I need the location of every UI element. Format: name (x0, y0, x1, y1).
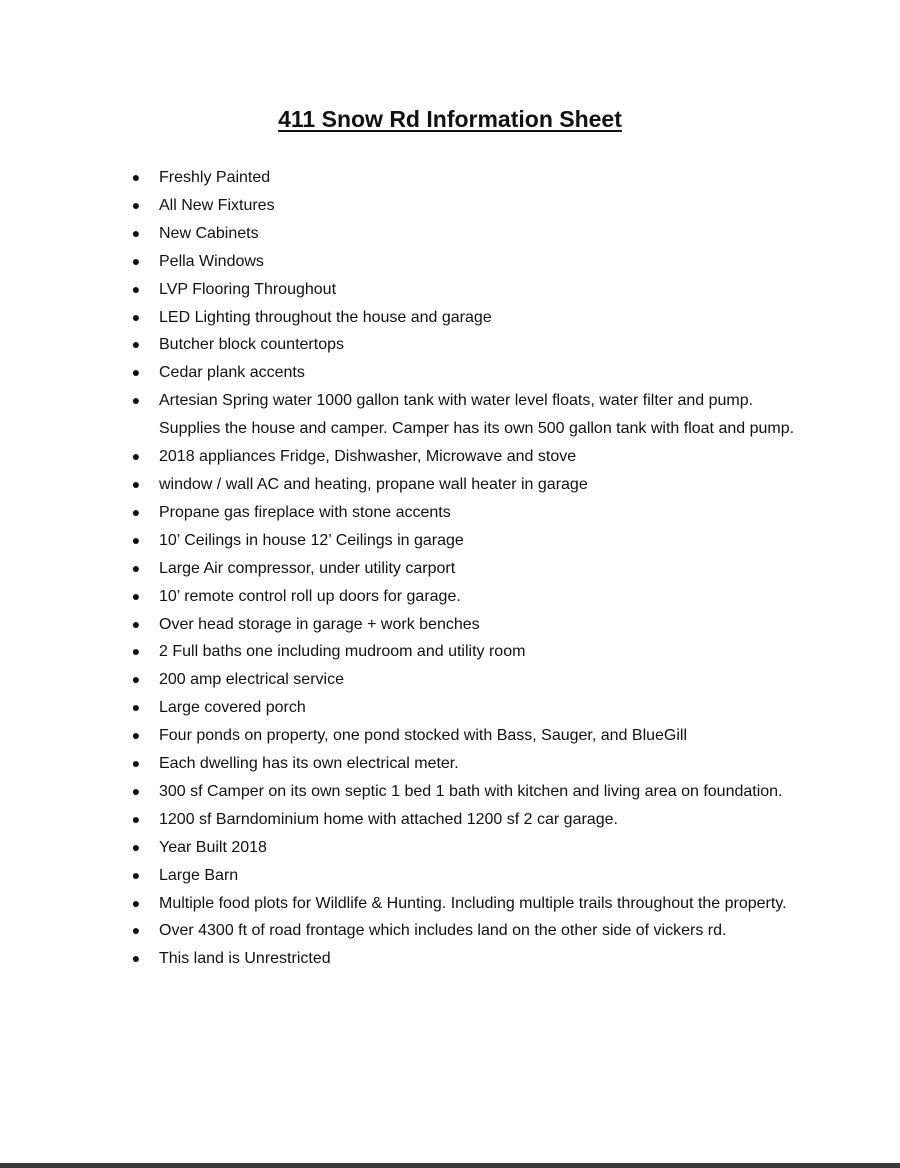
list-item (0, 164, 799, 192)
bullet-icon: ● (131, 894, 141, 911)
list-item (0, 611, 799, 639)
list-item (0, 750, 799, 778)
bullet-icon: ● (131, 699, 141, 716)
bullet-icon: ● (131, 922, 141, 939)
bullet-icon: ● (131, 531, 141, 548)
bullet-icon: ● (131, 196, 141, 213)
list-item-text: Over 4300 ft of road frontage which includes land on the other side of vickers rd. (159, 922, 727, 940)
list-item-text: Four ponds on property, one pond stocked with Bass, Sauger, and BlueGill (159, 727, 688, 745)
list-item-text: 2018 appliances Fridge, Dishwasher, Microwave and stove (159, 448, 577, 466)
bullet-icon: ● (131, 950, 141, 967)
list-item (0, 917, 799, 945)
list-item-text: Multiple food plots for Wildlife & Hunting. Including multiple trails throughout the property. (159, 894, 787, 912)
list-item (0, 862, 799, 890)
list-item-text: 10’ remote control roll up doors for garage. (159, 587, 461, 605)
list-item-text: Each dwelling has its own electrical meter. (159, 755, 459, 773)
list-item-text: 10’ Ceilings in house 12’ Ceilings in garage (159, 531, 464, 549)
bullet-icon: ● (131, 280, 141, 297)
bullet-icon: ● (131, 308, 141, 325)
list-item (0, 192, 799, 220)
bullet-icon: ● (131, 224, 141, 241)
bullet-icon: ● (131, 169, 141, 185)
bullet-icon: ● (131, 615, 141, 632)
list-item-text: 200 amp electrical service (159, 671, 344, 689)
bullet-icon: ● (131, 475, 141, 492)
list-item (0, 945, 799, 973)
list-item-text: Freshly Painted (159, 169, 271, 186)
list-item (0, 331, 799, 359)
list-item (0, 722, 799, 750)
list-item (0, 499, 799, 527)
bullet-icon: ● (131, 587, 141, 604)
list-item-text: Large Barn (159, 866, 239, 884)
bullet-icon: ● (131, 755, 141, 772)
list-item (0, 583, 799, 611)
list-item-text: Butcher block countertops (159, 336, 344, 354)
list-item (0, 471, 799, 499)
bullet-icon: ● (131, 336, 141, 353)
list-item-text: Year Built 2018 (159, 838, 267, 856)
list-item-text: window / wall AC and heating, propane wall heater in garage (159, 475, 588, 493)
bullet-icon: ● (131, 643, 141, 660)
list-item (0, 304, 799, 332)
list-item-text: All New Fixtures (159, 196, 275, 214)
list-item (0, 527, 799, 555)
list-item-text: Propane gas fireplace with stone accents (159, 503, 451, 521)
bullet-icon: ● (131, 503, 141, 520)
list-item (0, 359, 799, 387)
list-item (0, 248, 799, 276)
bullet-icon: ● (131, 392, 141, 409)
list-item-text: Over head storage in garage + work benches (159, 615, 480, 633)
list-item-text: LED Lighting throughout the house and garage (159, 308, 492, 326)
list-item (0, 638, 799, 666)
list-item-text: Large covered porch (159, 699, 306, 717)
list-item (0, 443, 799, 471)
list-item (0, 555, 799, 583)
bullet-icon: ● (131, 838, 141, 855)
list-item (0, 834, 799, 862)
bullet-icon: ● (131, 252, 141, 269)
feature-list (0, 164, 799, 973)
list-item (0, 806, 799, 834)
list-item-text: Large Air compressor, under utility carport (159, 559, 456, 577)
list-item (0, 220, 799, 248)
list-item-text: Artesian Spring water 1000 gallon tank with water level floats, water filter and pump. Supplies the house and camper. Camper has its own 500 gallon tank with float and pump. (159, 392, 795, 438)
list-item-text: Pella Windows (159, 252, 264, 270)
bottom-border (0, 1163, 900, 1168)
bullet-icon: ● (131, 671, 141, 688)
list-item (0, 890, 799, 918)
list-item-text: 2 Full baths one including mudroom and utility room (159, 643, 526, 661)
list-item (0, 694, 799, 722)
list-item-text: 1200 sf Barndominium home with attached 1200 sf 2 car garage. (159, 810, 618, 828)
list-item (0, 778, 799, 806)
bullet-icon: ● (131, 727, 141, 744)
page-title: 411 Snow Rd Information Sheet (278, 106, 622, 132)
list-item (0, 666, 799, 694)
list-item (0, 387, 799, 443)
bullet-icon: ● (131, 782, 141, 799)
bullet-icon: ● (131, 866, 141, 883)
list-item-text: Cedar plank accents (159, 364, 305, 382)
bullet-icon: ● (131, 810, 141, 827)
bullet-icon: ● (131, 364, 141, 381)
list-item-text: This land is Unrestricted (159, 950, 331, 968)
list-item (0, 276, 799, 304)
list-item-text: LVP Flooring Throughout (159, 280, 337, 298)
list-item-text: 300 sf Camper on its own septic 1 bed 1 bath with kitchen and living area on foundation. (159, 782, 783, 800)
bullet-icon: ● (131, 559, 141, 576)
list-item-text: New Cabinets (159, 224, 259, 242)
bullet-icon: ● (131, 448, 141, 465)
